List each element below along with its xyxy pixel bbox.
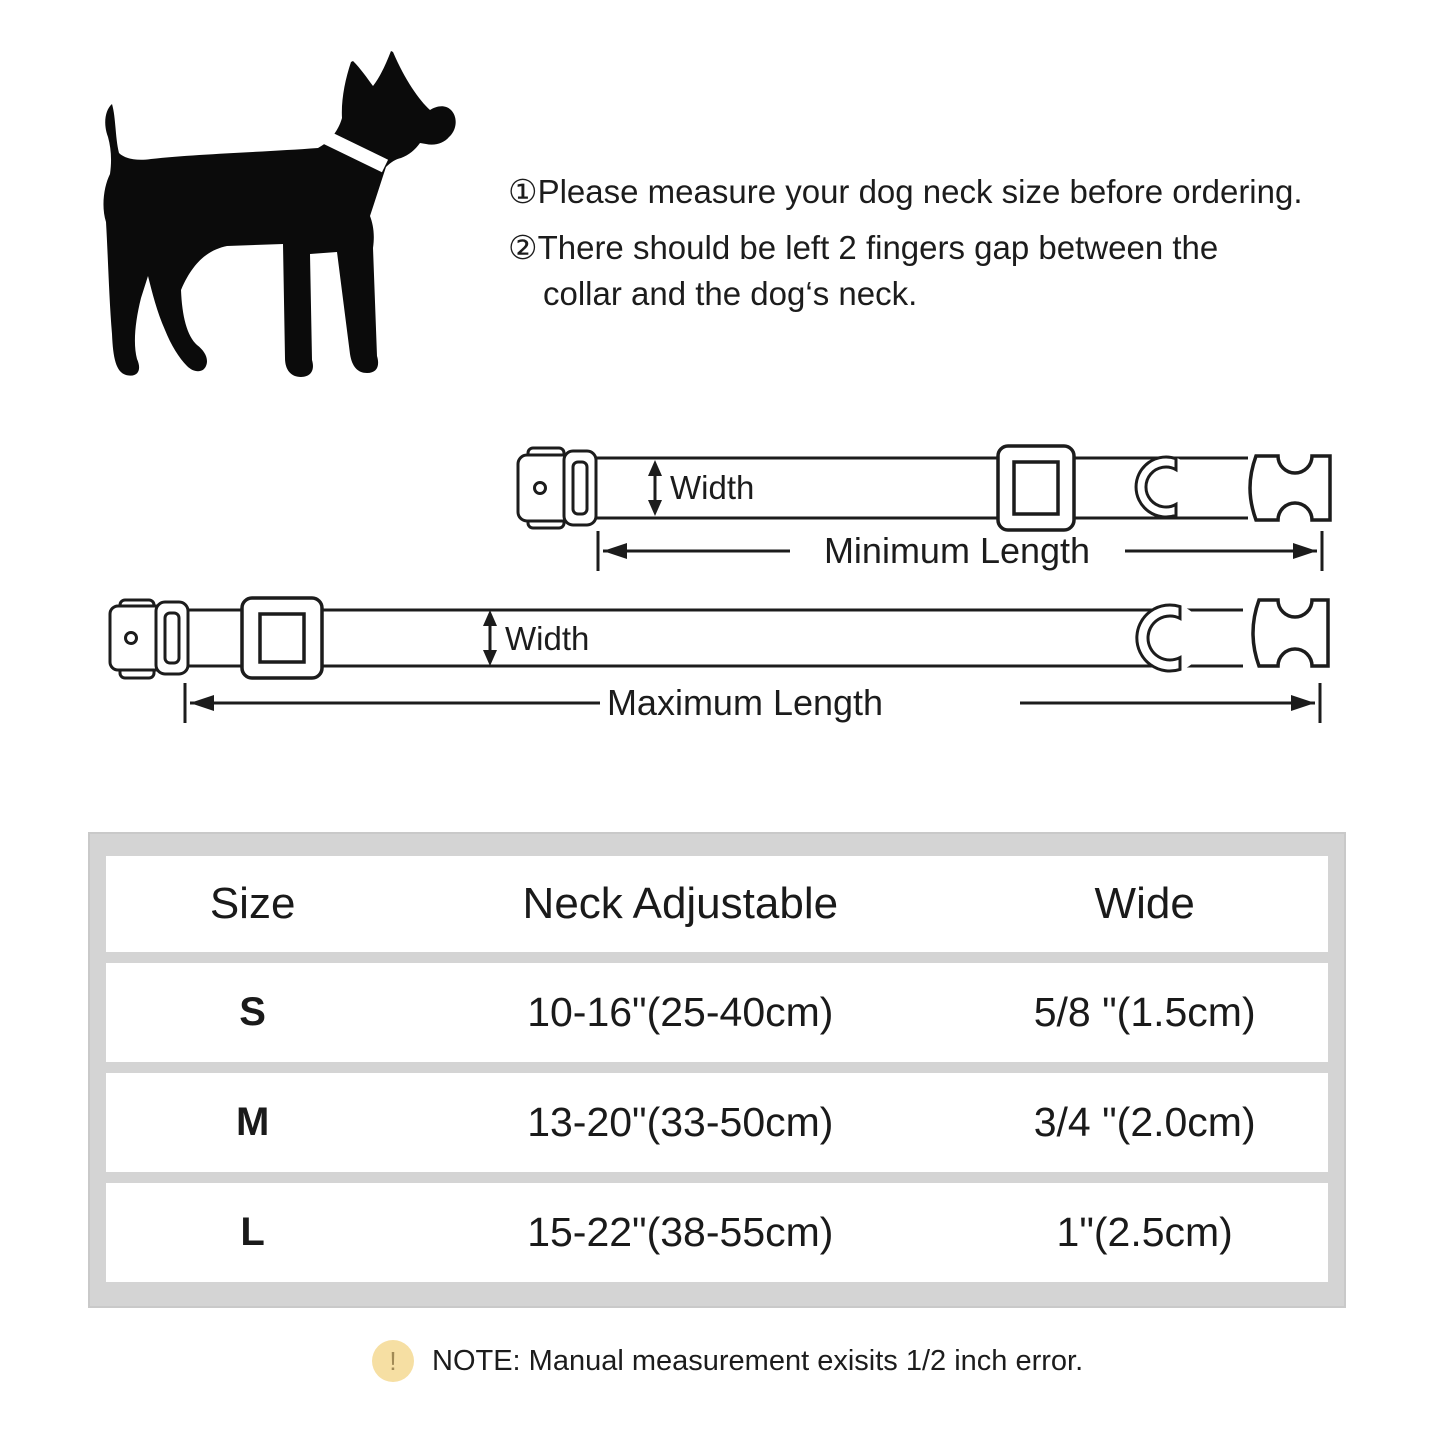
size-value: M: [235, 1100, 270, 1144]
width-arrow: [648, 460, 662, 516]
neck-adjustable-value: 15-22"(38-55cm): [527, 1209, 834, 1255]
wide-value: 3/4 "(2.0cm): [1033, 1099, 1256, 1145]
instruction-line-3: collar and the dog‘s neck.: [543, 275, 918, 312]
wide-value: 5/8 "(1.5cm): [1033, 989, 1256, 1035]
note: [372, 1340, 1083, 1382]
slider-buckle: [998, 446, 1074, 530]
column-header-wide: Wide: [1094, 879, 1195, 928]
size-table: [88, 832, 1346, 1308]
note-text: NOTE: Manual measurement exisits 1/2 inch error.: [432, 1344, 1084, 1377]
neck-adjustable-value: 13-20"(33-50cm): [527, 1099, 834, 1145]
width-arrow: [483, 610, 497, 666]
width-label: Width: [505, 620, 590, 657]
size-value: L: [240, 1210, 265, 1254]
table-row-l: [106, 1183, 1328, 1282]
wide-value: 1"(2.5cm): [1056, 1209, 1233, 1255]
exclamation-icon: !: [372, 1340, 414, 1382]
instruction-line-1: ①Please measure your dog neck size before ordering.: [508, 173, 1303, 210]
d-ring: [1135, 456, 1197, 518]
column-header-size: Size: [209, 879, 296, 928]
size-value: S: [239, 990, 266, 1034]
slider-buckle: [242, 598, 322, 678]
column-header-neck-adjustable: Neck Adjustable: [522, 879, 839, 928]
max-length-dimension: [185, 682, 1320, 723]
buckle-female: [110, 600, 188, 678]
collar-diagram-maximum: [95, 593, 1345, 733]
table-row-s: [106, 963, 1328, 1062]
max-length-label: Maximum Length: [606, 682, 884, 723]
clasp-male: [1253, 600, 1328, 666]
dog-silhouette-icon: [95, 40, 465, 385]
instruction-line-2: ②There should be left 2 fingers gap between the: [508, 229, 1219, 266]
min-length-dimension: [598, 530, 1322, 571]
collar-diagram-minimum: [500, 438, 1345, 578]
min-length-label: Minimum Length: [823, 530, 1091, 571]
table-row-m: [106, 1073, 1328, 1172]
clasp-male: [1250, 456, 1330, 520]
table-header-row: [106, 856, 1328, 952]
d-ring: [1136, 604, 1204, 672]
neck-adjustable-value: 10-16"(25-40cm): [527, 989, 834, 1035]
width-label: Width: [670, 469, 755, 506]
buckle-female: [518, 448, 596, 528]
collar-strap: [165, 610, 1243, 666]
